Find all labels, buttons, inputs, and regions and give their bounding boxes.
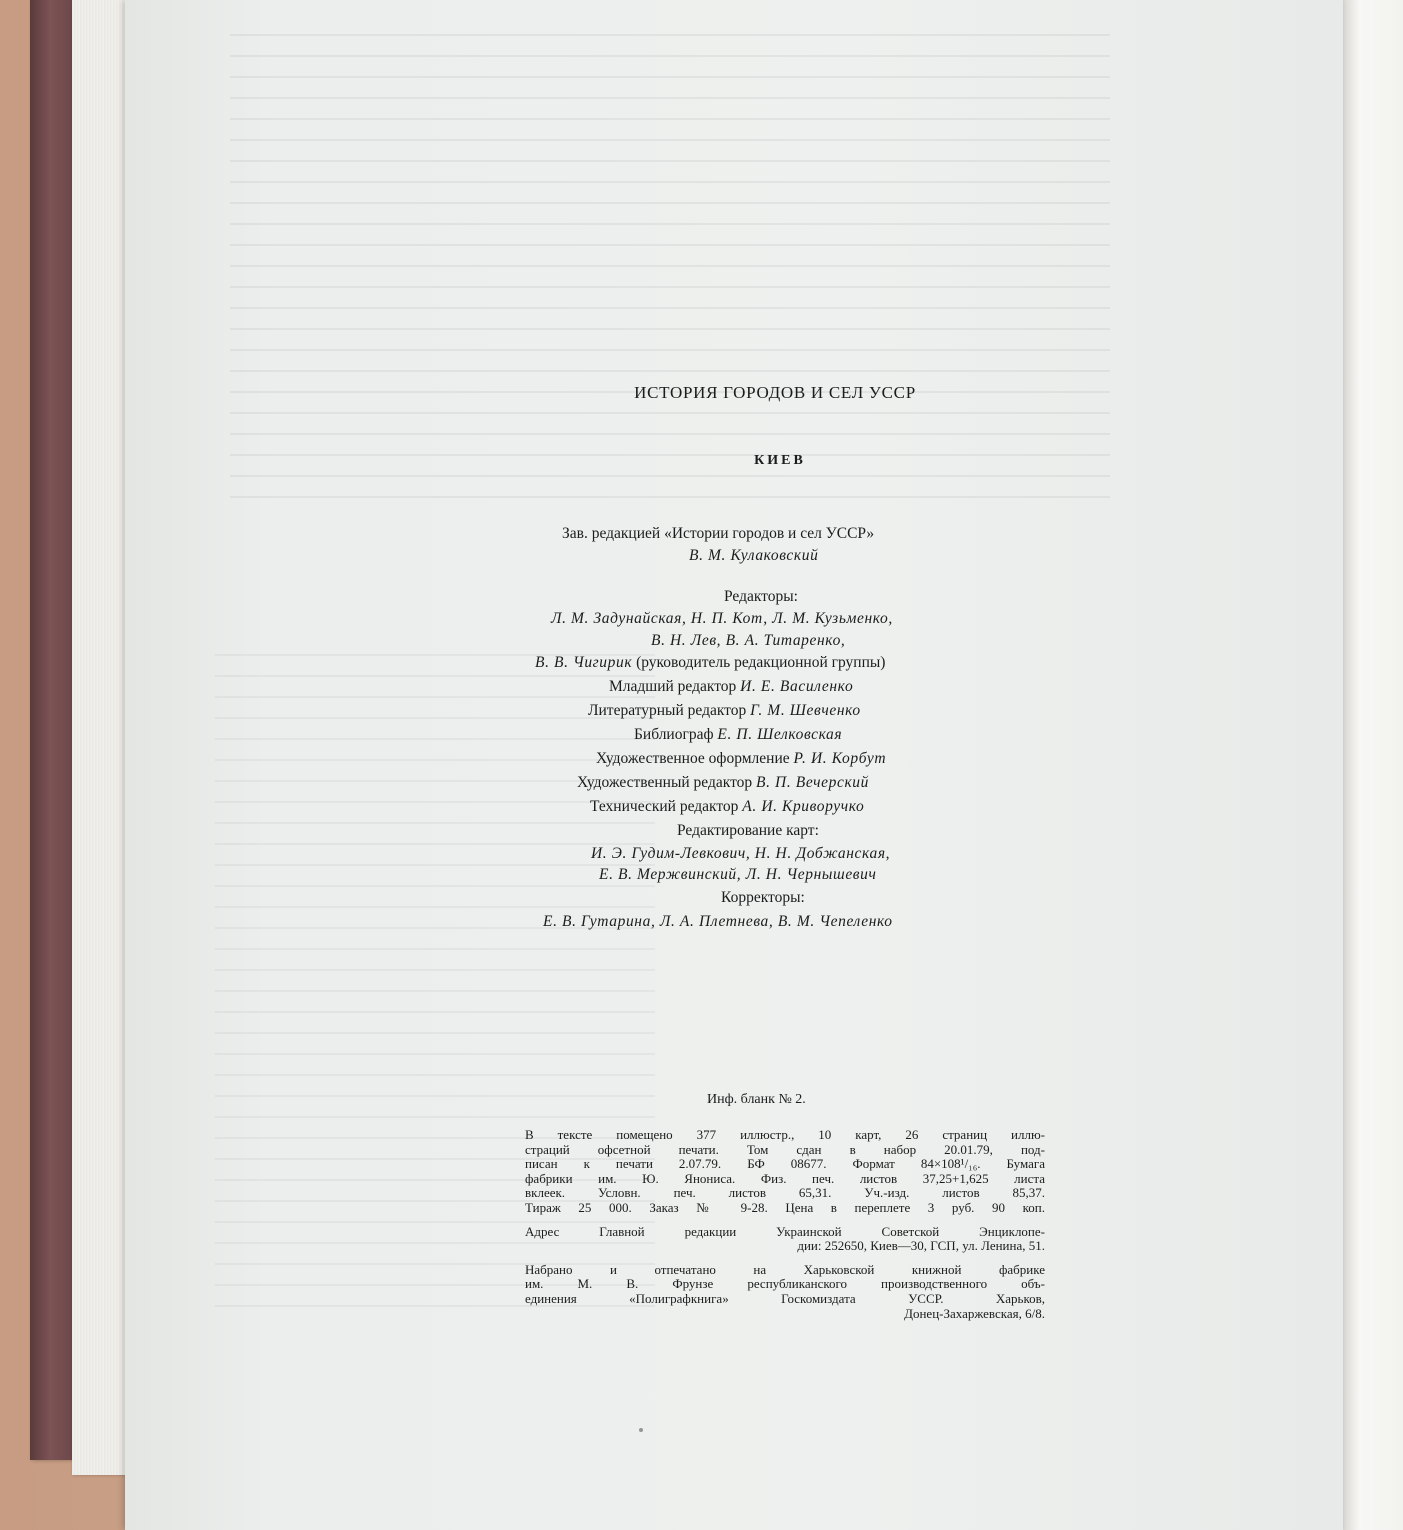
role-label: Литературный редактор <box>588 702 747 719</box>
series-title: ИСТОРИЯ ГОРОДОВ И СЕЛ УССР <box>634 383 916 402</box>
imprint-line: Тираж 25 000. Заказ № 9-28. Цена в переплете 3 руб. 90 коп. <box>525 1199 1045 1215</box>
volume-title: КИЕВ <box>754 453 806 468</box>
role-label: Художественное оформление <box>596 750 790 767</box>
imprint-line: дии: 252650, Киев—30, ГСП, ул. Ленина, 51. <box>797 1238 1045 1254</box>
book-cover-edge <box>30 0 75 1460</box>
editors-group-lead-name: В. В. Чигирик <box>535 654 633 671</box>
role-label: Библиограф <box>634 726 714 743</box>
role-label: Художественный редактор <box>577 774 753 791</box>
imprint-line: фабрики им. Ю. Янониса. Физ. печ. листов 37,25+1,625 листа <box>525 1170 1045 1186</box>
editors-line-1: Л. М. Задунайская, Н. П. Кот, Л. М. Кузьменко, <box>551 610 893 627</box>
role-name: Г. М. Шевченко <box>750 702 861 719</box>
role-label: Младший редактор <box>609 678 737 695</box>
imprint-printer <box>525 1263 1045 1321</box>
role-name: А. И. Криворучко <box>742 798 865 815</box>
role-name: В. П. Вечерский <box>756 774 869 791</box>
role-art-design <box>596 750 886 768</box>
imprint-line: им. М. В. Фрунзе республиканского производственного объ- <box>525 1276 1045 1292</box>
imprint-line: Адрес Главной редакции Украинской Советской Энциклопе- <box>525 1223 1045 1239</box>
maps-line-2: Е. В. Мержвинский, Л. Н. Чернышевич <box>599 866 877 883</box>
proofreaders-heading: Корректоры: <box>721 889 805 906</box>
imprint-line: вклеек. Условн. печ. листов 65,31. Уч.-изд. листов 85,37. <box>525 1185 1045 1201</box>
imprint-line: писан к печати 2.07.79. БФ 08677. Формат 84×108¹/₁₆. Бумага <box>525 1156 1045 1172</box>
next-page-edge <box>1341 0 1403 1530</box>
page-blemish <box>639 1428 643 1432</box>
role-technical-editor <box>590 798 864 816</box>
editors-group-lead-note: (руководитель редакционной группы) <box>636 654 886 671</box>
imprint-line: единения «Полиграфкнига» Госкомиздата УССР. Харьков, <box>525 1290 1045 1306</box>
role-bibliographer <box>634 726 842 744</box>
role-name: Р. И. Корбут <box>793 750 887 767</box>
page-stack-edge <box>72 0 132 1475</box>
imprint-line: страций офсетной печати. Том сдан в набор 20.01.79, под- <box>525 1141 1045 1157</box>
role-literary-editor <box>588 702 861 720</box>
inf-blank-number: Инф. бланк № 2. <box>707 1092 806 1107</box>
role-name: И. Е. Василенко <box>740 678 854 695</box>
imprint-line: Донец-Захаржевская, 6/8. <box>904 1305 1045 1321</box>
role-name: Е. П. Шелковская <box>717 726 843 743</box>
proofreaders-line-1: Е. В. Гутарина, Л. А. Плетнева, В. М. Чепеленко <box>543 913 893 930</box>
maps-heading: Редактирование карт: <box>677 822 819 839</box>
imprint-block <box>525 1128 1045 1330</box>
imprint-line: Набрано и отпечатано на Харьковской книжной фабрике <box>525 1261 1045 1277</box>
editor-in-chief-role: Зав. редакцией «Истории городов и сел УССР» <box>562 525 875 542</box>
editor-in-chief-name: В. М. Кулаковский <box>689 547 819 564</box>
editors-line-2: В. Н. Лев, В. А. Титаренко, <box>651 632 846 649</box>
editors-line-3 <box>535 654 885 672</box>
show-through-texture <box>230 20 1110 500</box>
role-art-editor <box>577 774 869 792</box>
imprint-print-details <box>525 1128 1045 1216</box>
imprint-line: В тексте помещено 377 иллюстр., 10 карт, 26 страниц иллю- <box>525 1127 1045 1142</box>
role-junior-editor <box>609 678 853 696</box>
role-label: Технический редактор <box>590 798 739 815</box>
imprint-address <box>525 1225 1045 1254</box>
editors-heading: Редакторы: <box>724 588 798 605</box>
maps-line-1: И. Э. Гудим-Левкович, Н. Н. Добжанская, <box>591 845 891 862</box>
